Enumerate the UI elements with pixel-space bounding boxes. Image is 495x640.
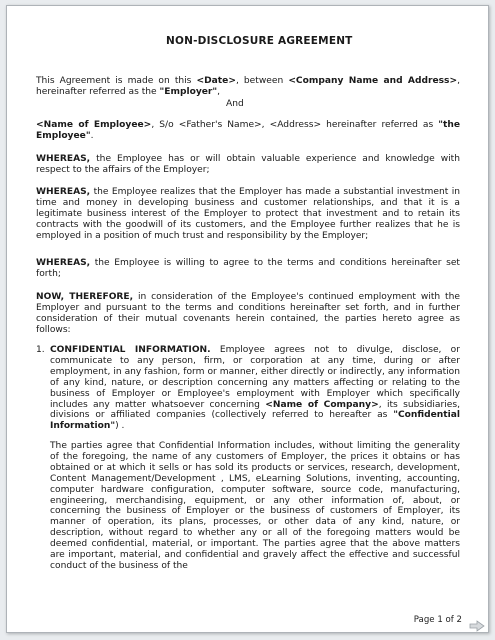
arrow-right-icon[interactable] [469,620,485,632]
document-page [6,5,489,633]
document-title: NON-DISCLOSURE AGREEMENT [166,35,353,47]
whereas-paragraph-1: WHEREAS, the Employee has or will obtain valuable experience and knowledge with respect to the affairs of the Employer; [36,154,460,175]
and-line: And [226,99,244,109]
whereas-paragraph-3: WHEREAS, the Employee is willing to agree to the terms and conditions hereinafter set forth; [36,258,460,279]
now-therefore-paragraph: NOW, THEREFORE, in consideration of the Employee's continued employment with the Employer and pursuant to the terms and conditions hereinafter set forth, and in further consideration of their mutual covenants herein contained, the parties hereto agree as follows: [36,292,460,335]
section-1-paragraph: CONFIDENTIAL INFORMATION. Employee agrees not to divulge, disclose, or communicate to any person, firm, or corporation at any time, during or after employment, in any fashion, form or manner, either directly or indirectly, any information of any kind, nature, or description concerning any matters affecting or relating to the business of Employer or Employee's employment with Employer which specifically includes any matter whatsoever concerning <Name of Company>, its subsidiaries, divisions or affiliated companies (collectively referred to hereafter as "Confidential Information") . [50,345,460,432]
whereas-paragraph-2: WHEREAS, the Employee realizes that the Employer has made a substantial investment in time and money in developing business and customer relationships, and that it is a legitimate business interest of the Employer to protect that investment and to retain its contracts with the goodwill of its customers, and the Employee further realizes that he is employed in a position of much trust and responsibility by the Employer; [36,187,460,241]
section-1-paragraph-2: The parties agree that Confidential Information includes, without limiting the generality of the foregoing, the name of any customers of Employer, the prices it obtains or has obtained or at which it sells or has sold its products or services, research, development, Content Management/Development , LMS, eLearning Solutions, inventing, accounting, computer hardware configuration, computer software, source code, manufacturing, engineering, merchandising, equipment, or any other information of, about, or concerning the business of Employer or the business of customers of Employer, its manner of operation, its plans, processes, or other data of any kind, nature, or description, without regard to whether any or all of the foregoing matters would be deemed confidential, material, or important. The parties agree that the above matters are important, material, and confidential and gravely affect the effective and successful conduct of the business of the [50,441,460,571]
section-number: 1. [36,345,45,355]
employee-paragraph: <Name of Employee>, S/o <Father's Name>, <Address> hereinafter referred as "the Employee". [36,120,461,141]
intro-paragraph: This Agreement is made on this <Date>, between <Company Name and Address>, hereinafter referred as the "Employer", [36,76,460,97]
page-indicator: Page 1 of 2 [413,615,462,625]
